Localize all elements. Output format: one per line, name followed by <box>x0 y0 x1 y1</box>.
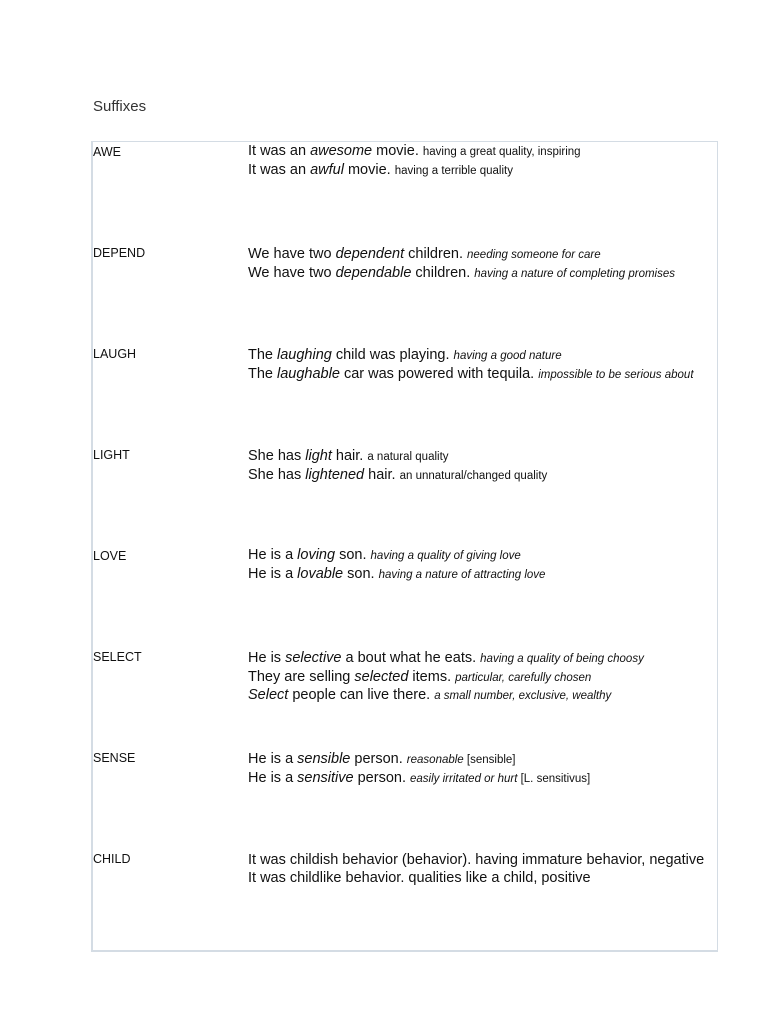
target-word: Select <box>248 687 289 703</box>
gloss-text: having a nature of attracting love <box>378 568 546 581</box>
example-sentences <box>248 448 710 485</box>
example-line <box>248 347 710 366</box>
example-line <box>248 870 710 888</box>
example-sentences <box>248 852 710 887</box>
gloss-text: impossible to be serious about <box>538 368 694 381</box>
root-word: LIGHT <box>93 448 130 462</box>
root-word: AWE <box>93 145 122 159</box>
sentence-text: It was an <box>248 161 311 178</box>
target-word: sensitive <box>297 769 354 786</box>
sentence-text: We have two <box>248 264 336 281</box>
example-sentences <box>248 143 710 180</box>
sentence-text: He is a <box>248 565 298 582</box>
sentence-text: He is <box>248 650 286 666</box>
example-line <box>248 852 710 870</box>
root-word: LOVE <box>93 549 127 563</box>
sentence-text: car was powered with tequila. <box>339 365 539 382</box>
example-sentences <box>248 347 710 384</box>
example-line <box>248 366 710 385</box>
example-sentences <box>248 246 710 283</box>
sentence-text: child was playing. <box>331 347 454 363</box>
example-sentences <box>248 650 710 706</box>
sentence-text: children. <box>411 264 475 281</box>
gloss-text: having a great quality, inspiring <box>422 146 581 158</box>
target-word: light <box>305 448 332 464</box>
sentence-text: movie. <box>343 161 395 178</box>
example-line <box>248 770 710 789</box>
etymology-text: [sensible] <box>463 754 516 766</box>
example-line <box>248 265 710 284</box>
sentence-text: people can live there. <box>288 687 435 703</box>
example-line <box>248 650 710 669</box>
example-line <box>248 467 710 486</box>
gloss-text: needing someone for care <box>467 249 601 261</box>
sentence-text: items. <box>408 668 456 685</box>
sentence-text: It was an <box>248 143 311 159</box>
example-line <box>248 566 710 585</box>
sentence-text: son. <box>335 547 371 563</box>
root-word: SENSE <box>93 751 136 765</box>
root-word: CHILD <box>93 852 131 866</box>
target-word: selective <box>285 650 342 666</box>
sentence-text: They are selling <box>248 668 355 685</box>
gloss-text: having a nature of completing promises <box>474 267 676 280</box>
target-word: laughing <box>277 347 332 363</box>
example-line <box>248 751 710 770</box>
example-line <box>248 687 710 706</box>
target-word: dependent <box>335 246 405 262</box>
gloss-text: particular, carefully chosen <box>455 671 592 684</box>
gloss-text: having a terrible quality <box>394 164 513 177</box>
sentence-text: We have two <box>248 246 336 262</box>
example-line <box>248 143 710 162</box>
target-word: awesome <box>310 143 373 159</box>
sentence-text: He is a <box>248 547 298 563</box>
gloss-text: having a quality of being choosy <box>480 653 644 665</box>
root-word: SELECT <box>93 650 142 664</box>
sentence-text: He is a <box>248 751 298 767</box>
example-line <box>248 547 710 566</box>
root-word: LAUGH <box>93 347 137 361</box>
sentence-text: hair. <box>331 448 368 464</box>
target-word: lovable <box>297 565 344 582</box>
target-word: selected <box>354 668 409 685</box>
sentence-text: It was childlike behavior. qualities like a child, positive <box>248 869 591 886</box>
gloss-text: an unnatural/changed quality <box>399 469 548 482</box>
sentence-text: a bout what he eats. <box>341 650 481 666</box>
sentence-text: He is a <box>248 769 298 786</box>
etymology-text: [L. sensitivus] <box>517 772 591 785</box>
gloss-text: reasonable <box>406 754 464 766</box>
sentence-text: hair. <box>364 466 400 483</box>
sentence-text: children. <box>404 246 468 262</box>
target-word: awful <box>310 161 344 178</box>
sentence-text: person. <box>350 751 407 767</box>
sentence-text: The <box>248 365 278 382</box>
gloss-text: having a good nature <box>453 350 562 362</box>
example-sentences <box>248 751 710 788</box>
example-line <box>248 246 710 265</box>
gloss-text: having a quality of giving love <box>370 550 521 562</box>
sentence-text: She has <box>248 466 306 483</box>
sentence-text: son. <box>343 565 379 582</box>
sentence-text: It was childish behavior (behavior). having immature behavior, negative <box>248 852 705 868</box>
gloss-text: a small number, exclusive, wealthy <box>434 690 612 702</box>
gloss-text: easily irritated or hurt <box>410 772 518 785</box>
gloss-text: a natural quality <box>367 451 449 463</box>
example-line <box>248 162 710 181</box>
sentence-text: movie. <box>372 143 423 159</box>
example-line <box>248 448 710 467</box>
example-sentences <box>248 547 710 584</box>
target-word: sensible <box>297 751 351 767</box>
sentence-text: person. <box>353 769 411 786</box>
sentence-text: She has <box>248 448 306 464</box>
target-word: laughable <box>277 365 340 382</box>
root-word: DEPEND <box>93 246 146 260</box>
sentence-text: The <box>248 347 278 363</box>
target-word: lightened <box>305 466 365 483</box>
page-title: Suffixes <box>93 98 147 115</box>
target-word: dependable <box>335 264 412 281</box>
example-line <box>248 669 710 688</box>
target-word: loving <box>297 547 336 563</box>
